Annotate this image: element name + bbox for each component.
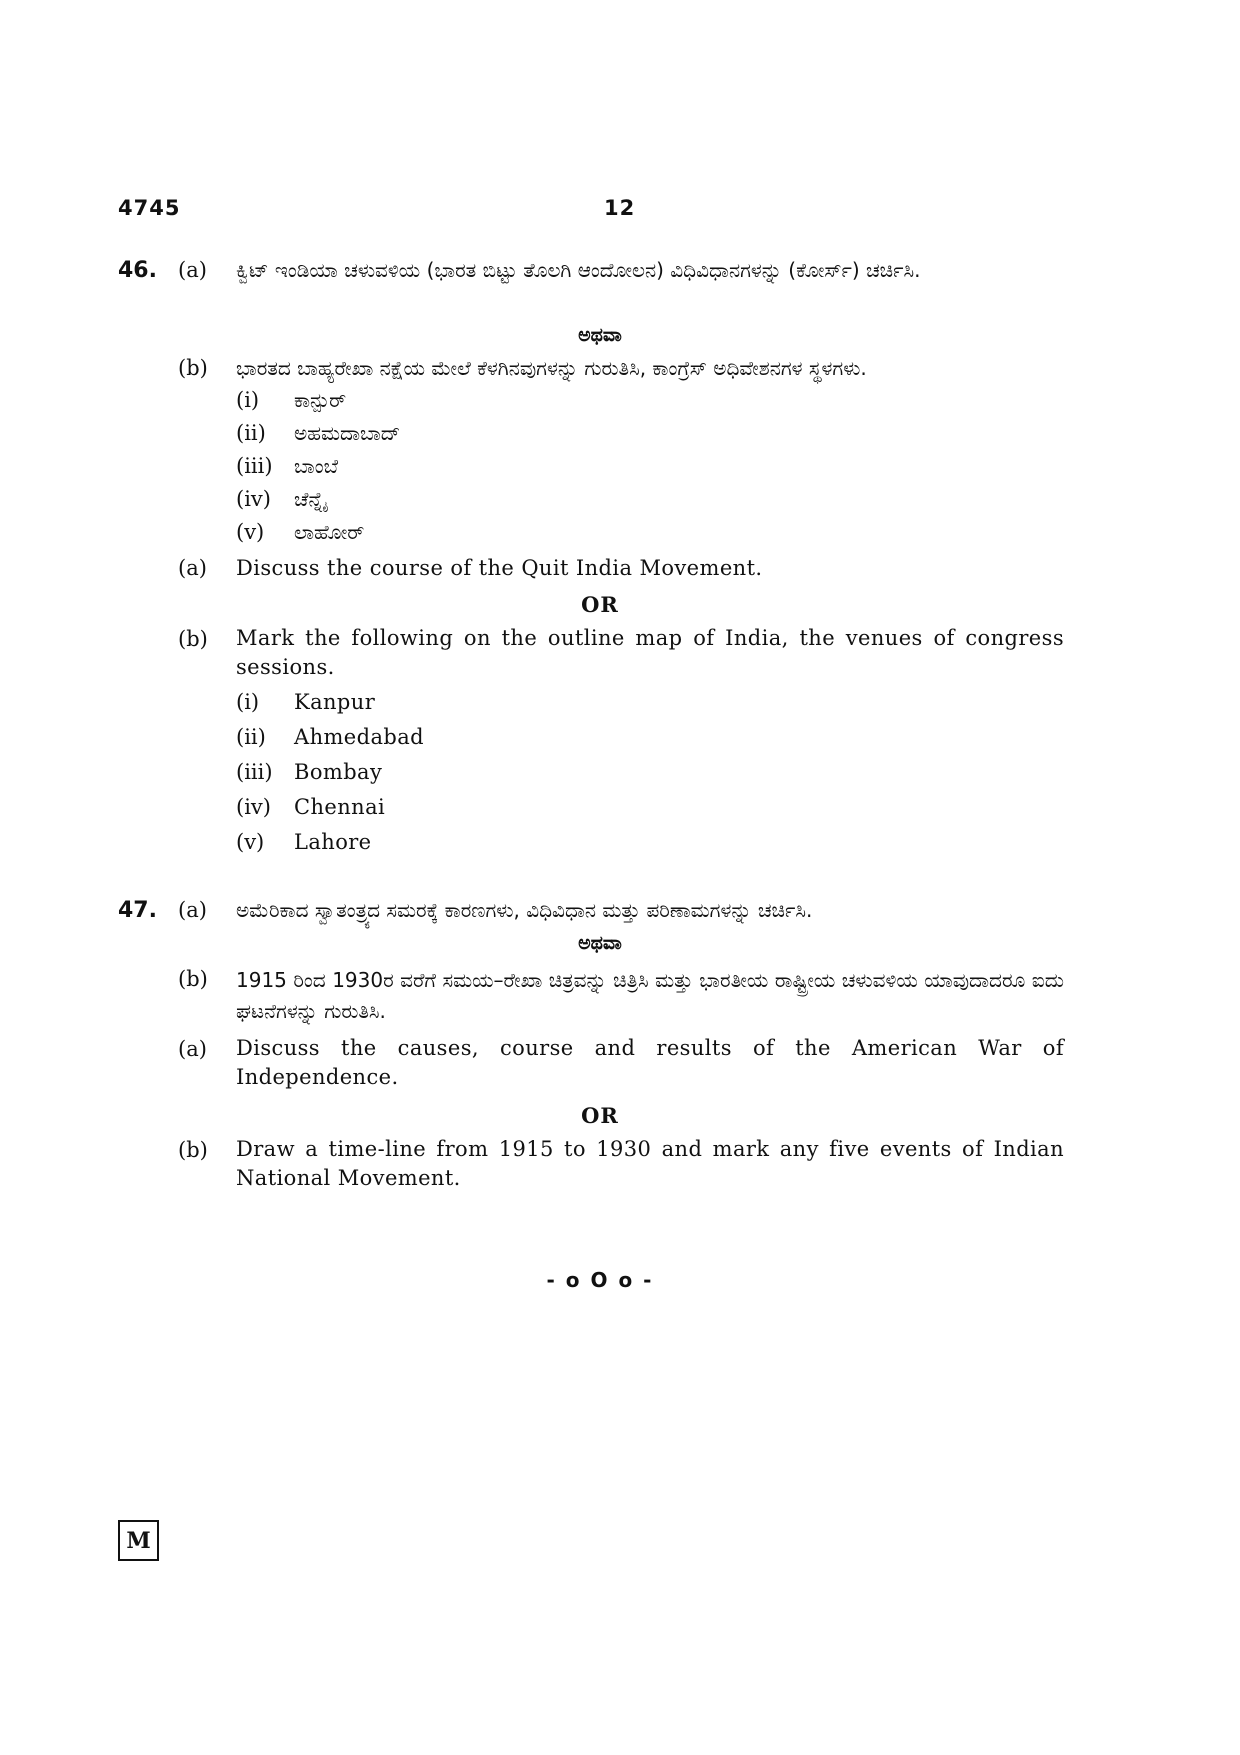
- en-item-roman: (v): [236, 830, 265, 854]
- q47-kn-a-label: (a): [178, 898, 207, 922]
- kn-item-text: ಚೆನ್ನೈ: [294, 487, 327, 511]
- kn-item-roman: (iii): [236, 454, 273, 478]
- kn-item-roman: (i): [236, 388, 260, 412]
- en-item-text: Chennai: [294, 795, 386, 819]
- en-item-text: Ahmedabad: [294, 725, 424, 749]
- en-item-roman: (ii): [236, 725, 266, 749]
- q47-en-or: OR: [581, 1103, 619, 1128]
- q46-kn-or: ಅಥವಾ: [578, 324, 622, 346]
- q46-en-a-text: Discuss the course of the Quit India Movement.: [236, 556, 763, 580]
- q46-en-a-label: (a): [178, 556, 207, 580]
- kn-item-roman: (ii): [236, 421, 266, 445]
- q47-en-a-label: (a): [178, 1037, 207, 1061]
- kn-item-text: ಲಾಹೋರ್: [294, 520, 365, 544]
- q47-en-a-text: Discuss the causes, course and results of the American War of Independence.: [236, 1036, 1064, 1089]
- medium-letter: M: [126, 1527, 151, 1554]
- q47-kn-a-text: ಅಮೆರಿಕಾದ ಸ್ವಾತಂತ್ರ್ಯದ ಸಮರಕ್ಕೆ ಕಾರಣಗಳು, ವಿಧಿವಿಧಾನ ಮತ್ತು ಪರಿಣಾಮಗಳನ್ನು ಚರ್ಚಿಸಿ.: [236, 898, 813, 922]
- q46-kn-b-label: (b): [178, 356, 208, 380]
- kn-item-text: ಅಹಮದಾಬಾದ್: [294, 421, 401, 445]
- en-item-roman: (iii): [236, 760, 273, 784]
- en-item-text: Lahore: [294, 830, 372, 854]
- kn-item-text: ಕಾನ್ಪುರ್: [294, 388, 347, 412]
- page-number: 12: [604, 196, 636, 220]
- q47-en-b-text: Draw a time-line from 1915 to 1930 and mark any five events of Indian National Movement.: [236, 1137, 1064, 1190]
- q46-kn-a-text: ಕ್ವಿಟ್ ಇಂಡಿಯಾ ಚಳುವಳಿಯ (ಭಾರತ ಬಿಟ್ಟು ತೊಲಗಿ ಆಂದೋಲನ) ವಿಧಿವಿಧಾನಗಳನ್ನು (ಕೋರ್ಸ್) ಚರ್ಚಿಸಿ.: [236, 258, 921, 282]
- q47-kn-or: ಅಥವಾ: [578, 932, 622, 954]
- question-number-46: 46.: [118, 258, 157, 283]
- end-of-paper-mark: - o O o -: [546, 1268, 654, 1292]
- en-item-roman: (iv): [236, 795, 271, 819]
- q46-en-or: OR: [581, 592, 619, 617]
- medium-box: [118, 1520, 159, 1561]
- question-number-47: 47.: [118, 898, 157, 923]
- q46-en-b-label: (b): [178, 627, 208, 651]
- q47-kn-b-label: (b): [178, 967, 208, 991]
- q46-en-b-text: Mark the following on the outline map of India, the venues of congress sessions.: [236, 626, 1064, 679]
- en-item-roman: (i): [236, 690, 260, 714]
- paper-code: 4745: [118, 196, 181, 220]
- en-item-text: Kanpur: [294, 690, 376, 714]
- q47-en-b-label: (b): [178, 1138, 208, 1162]
- q46-kn-b-text: ಭಾರತದ ಬಾಹ್ಯರೇಖಾ ನಕ್ಷೆಯ ಮೇಲೆ ಕೆಳಗಿನವುಗಳನ್ನು ಗುರುತಿಸಿ, ಕಾಂಗ್ರೆಸ್ ಅಧಿವೇಶನಗಳ ಸ್ಥಳಗಳು.: [236, 356, 867, 380]
- q46-kn-a-label: (a): [178, 258, 207, 282]
- kn-item-roman: (v): [236, 520, 265, 544]
- en-item-text: Bombay: [294, 760, 383, 784]
- kn-item-roman: (iv): [236, 487, 271, 511]
- q47-kn-b-text: 1915 ರಿಂದ 1930ರ ವರೆಗೆ ಸಮಯ–ರೇಖಾ ಚಿತ್ರವನ್ನು ಚಿತ್ರಿಸಿ ಮತ್ತು ಭಾರತೀಯ ರಾಷ್ಟ್ರೀಯ ಚಳುವಳಿಯ ಯಾವುದಾದರೂ ಐದು ಘಟನೆಗಳನ್ನು ಗುರುತಿಸಿ.: [236, 968, 1064, 1023]
- kn-item-text: ಬಾಂಬೆ: [294, 454, 339, 478]
